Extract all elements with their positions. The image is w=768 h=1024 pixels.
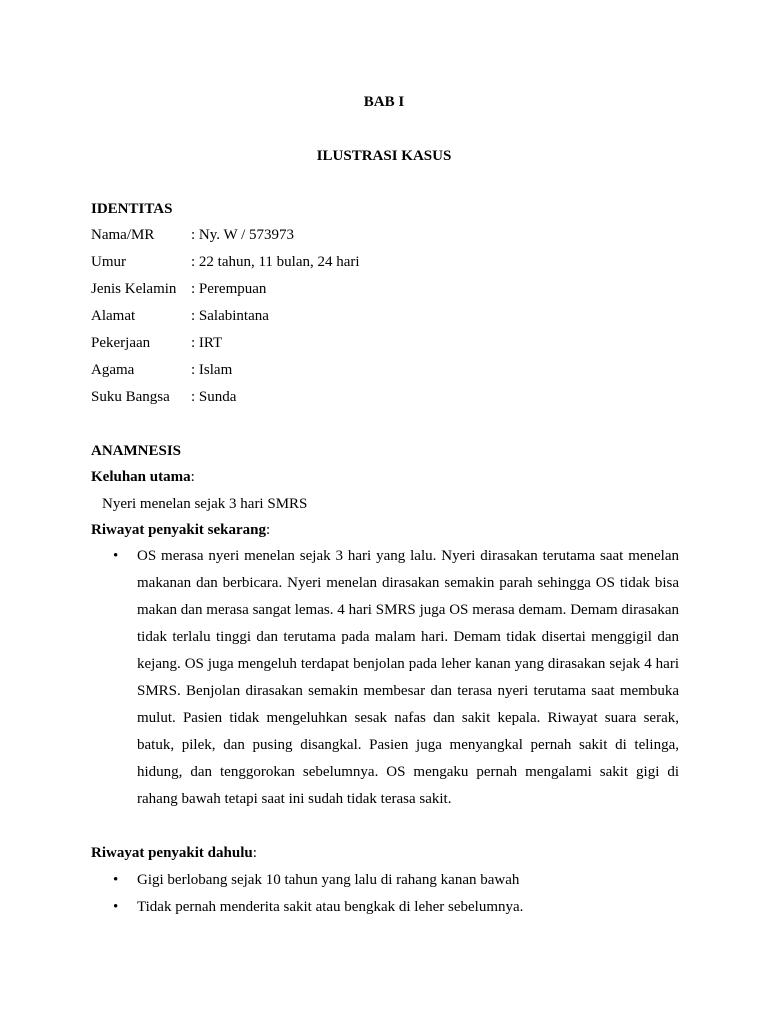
list-item — [91, 894, 679, 921]
rps-heading — [91, 521, 270, 539]
rpd-colon: : — [252, 845, 257, 861]
keluhan-utama-text: Nyeri menelan sejak 3 hari SMRS — [102, 496, 308, 512]
keluhan-utama-label: Keluhan utama — [91, 469, 191, 485]
list-item — [91, 867, 679, 894]
rps-colon: : — [266, 522, 271, 538]
anamnesis-heading: ANAMNESIS — [91, 443, 182, 459]
identity-value: : 22 tahun, 11 bulan, 24 hari — [191, 254, 360, 270]
rpd-list — [91, 867, 679, 921]
rpd-item: Tidak pernah menderita sakit atau bengkak di leher sebelumnya. — [137, 899, 524, 915]
bullet-icon: • — [113, 872, 119, 888]
identity-label: Pekerjaan — [91, 335, 151, 351]
list-item — [91, 543, 679, 813]
rpd-item: Gigi berlobang sejak 10 tahun yang lalu di rahang kanan bawah — [137, 872, 520, 888]
keluhan-utama-heading — [91, 468, 195, 486]
rpd-heading — [91, 844, 257, 862]
identity-value: : Perempuan — [191, 281, 267, 297]
bullet-icon: • — [113, 899, 119, 915]
identity-label: Umur — [91, 254, 126, 270]
bullet-icon: • — [113, 548, 119, 564]
rpd-label: Riwayat penyakit dahulu — [91, 845, 253, 861]
identity-value: : Salabintana — [191, 308, 269, 324]
identity-label: Jenis Kelamin — [91, 281, 177, 297]
rps-label: Riwayat penyakit sekarang — [91, 522, 267, 538]
chapter-heading: BAB I — [363, 94, 405, 110]
identity-label: Nama/MR — [91, 227, 155, 243]
identity-label: Alamat — [91, 308, 136, 324]
document-title: ILUSTRASI KASUS — [316, 148, 452, 164]
rps-list — [91, 543, 679, 813]
identity-label: Suku Bangsa — [91, 389, 170, 405]
identity-value: : IRT — [191, 335, 223, 351]
identitas-heading: IDENTITAS — [91, 201, 173, 217]
identity-label: Agama — [91, 362, 135, 378]
rps-paragraph: OS merasa nyeri menelan sejak 3 hari yang lalu. Nyeri dirasakan terutama saat menelan makanan dan berbicara. Nyeri menelan dirasakan semakin parah sehingga OS tidak bisa makan dan merasa sangat lemas. 4 hari SMRS juga OS merasa demam. Demam dirasakan tidak terlalu tinggi dan terutama pada malam hari. Demam tidak disertai menggigil dan kejang. OS juga mengeluh terdapat benjolan pada leher kanan yang dirasakan sejak 4 hari SMRS. Benjolan dirasakan semakin membesar dan terasa nyeri terutama saat membuka mulut. Pasien tidak mengeluhkan sesak nafas dan sakit kepala. Riwayat suara serak, batuk, pilek, dan pusing disangkal. Pasien juga menyangkal pernah sakit di telinga, hidung, dan tenggorokan sebelumnya. OS mengaku pernah mengalami sakit gigi di rahang bawah tetapi saat ini sudah tidak terasa sakit. — [137, 548, 679, 807]
identity-value: : Sunda — [191, 389, 237, 405]
identity-value: : Ny. W / 573973 — [191, 227, 295, 243]
identity-value: : Islam — [191, 362, 233, 378]
keluhan-utama-colon: : — [190, 469, 195, 485]
